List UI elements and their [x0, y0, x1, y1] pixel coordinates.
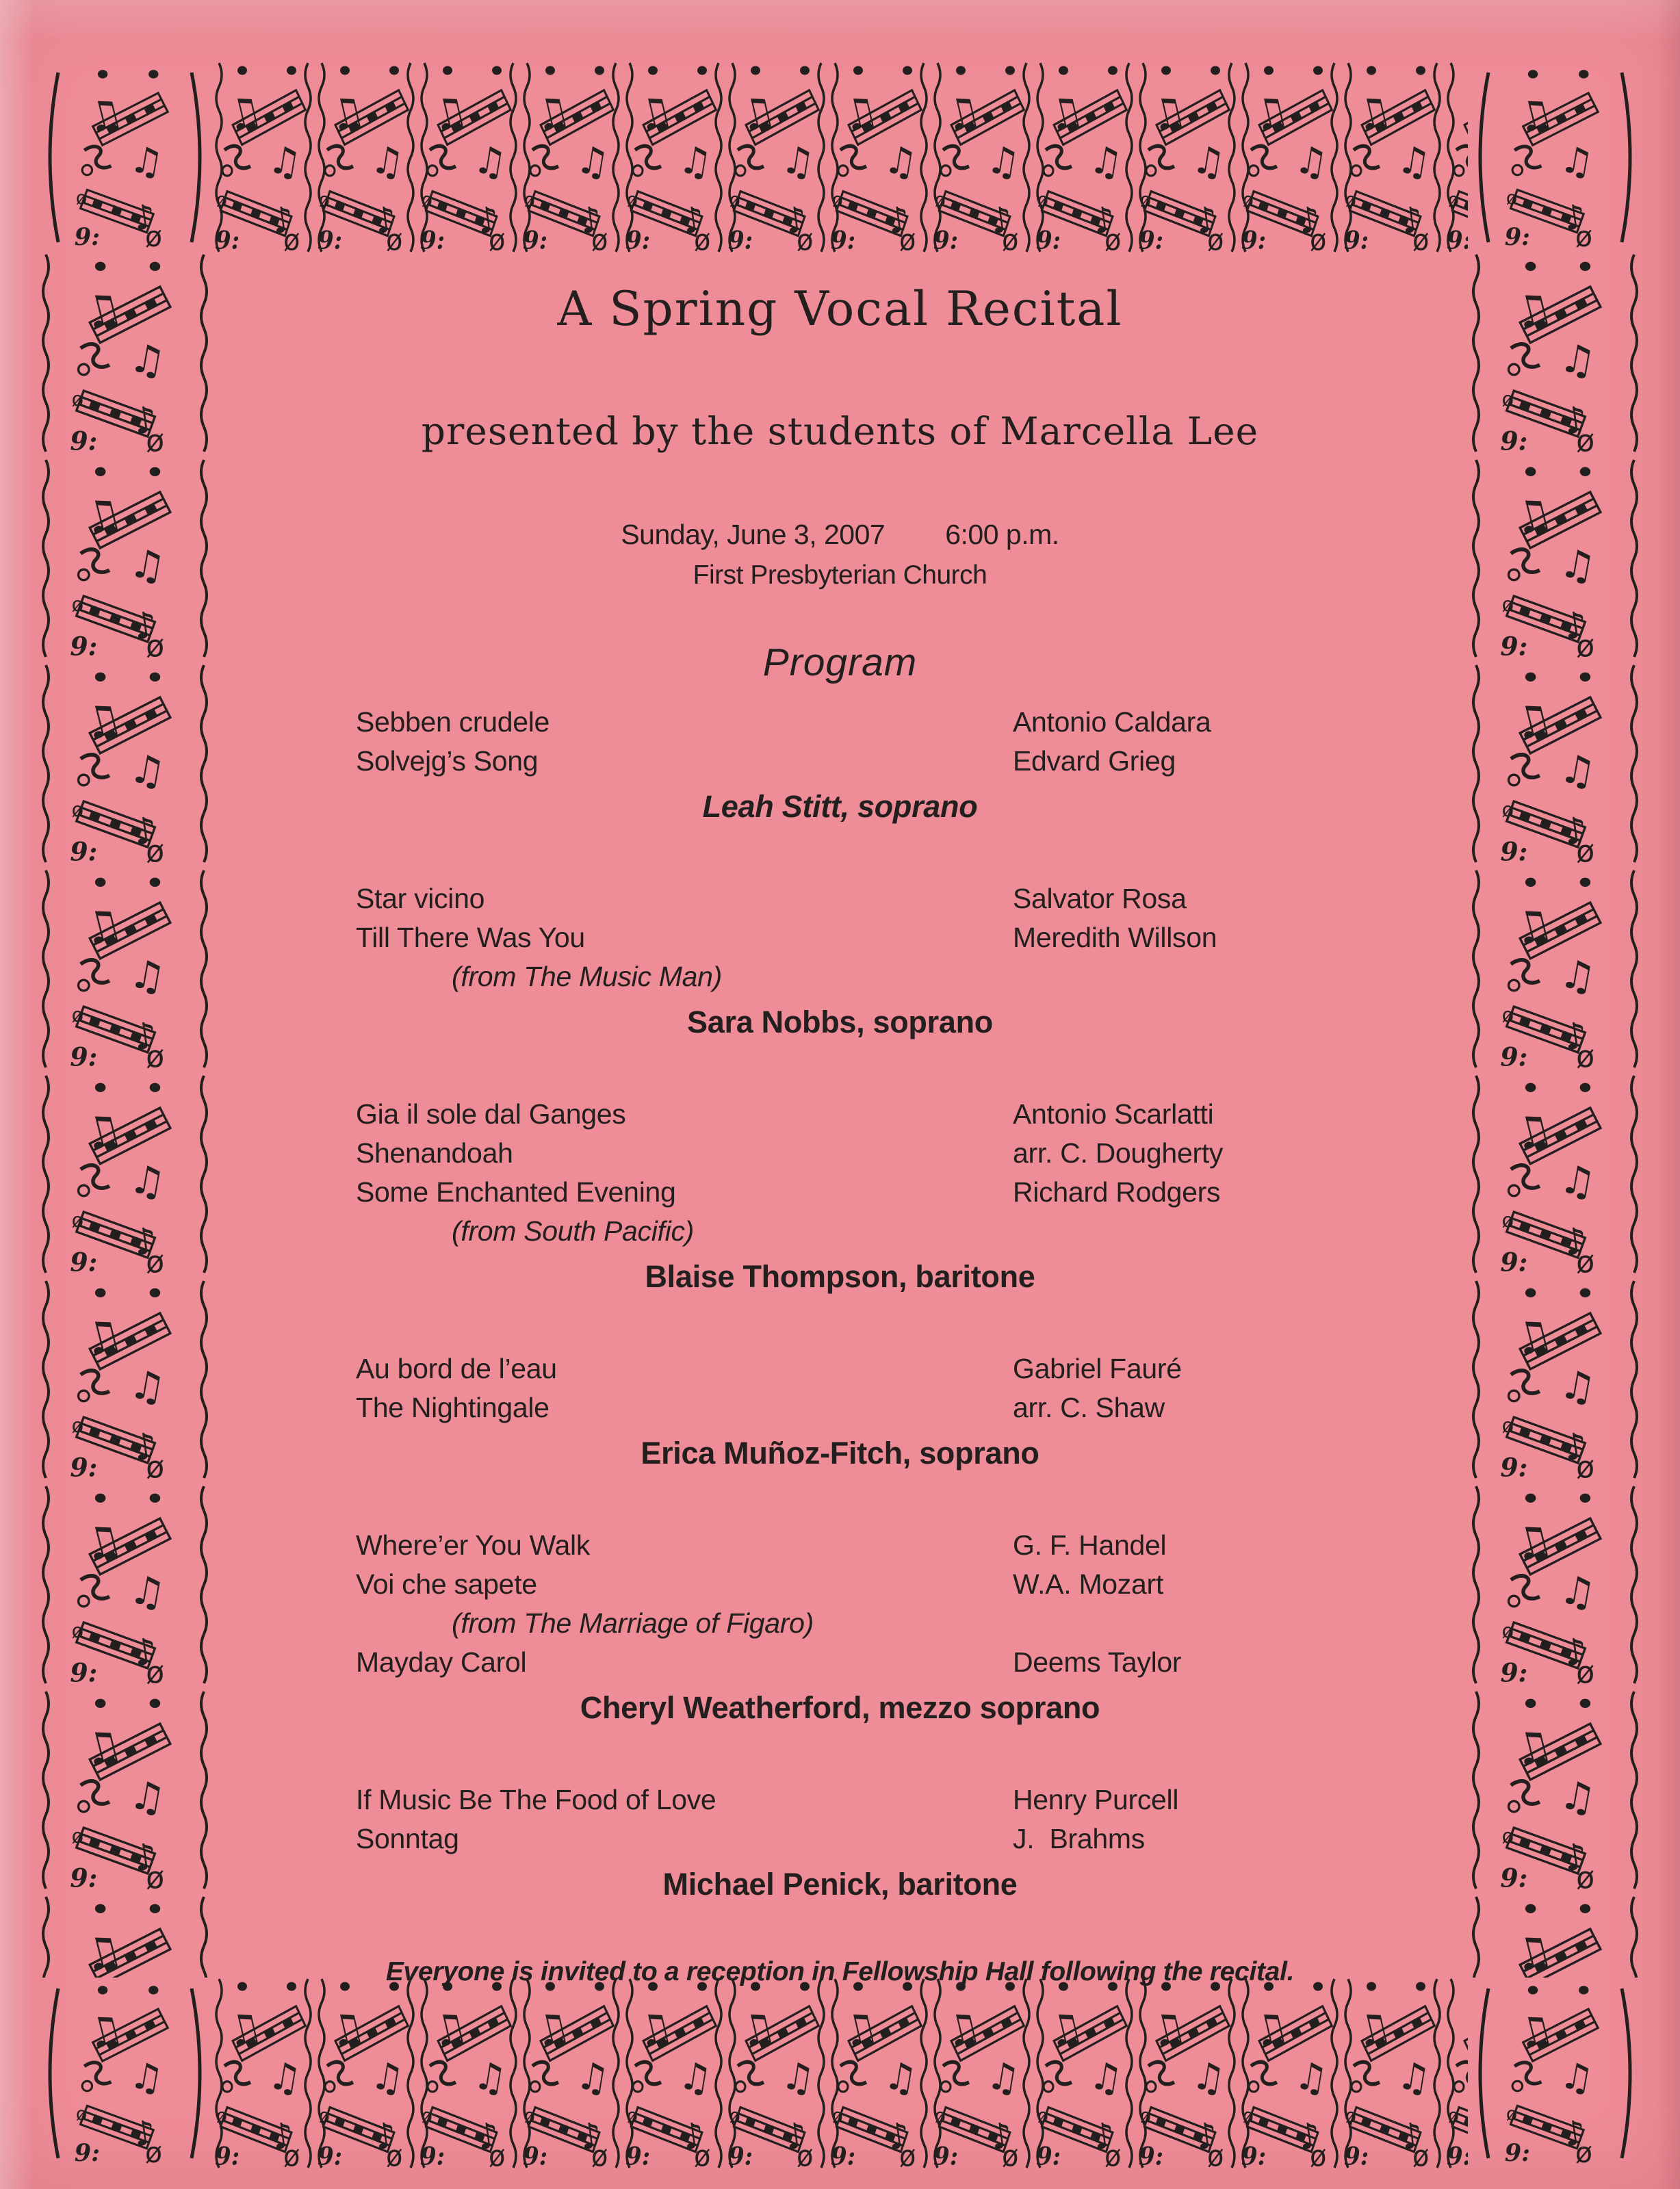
- music-note-tile: [1136, 1978, 1239, 2169]
- piece-title: If Music Be The Food of Love: [356, 1784, 716, 1815]
- piece-title: Shenandoah: [356, 1137, 513, 1169]
- piece-composer: Meredith Willson: [1013, 922, 1217, 953]
- piece-composer: arr. C. Shaw: [1013, 1392, 1165, 1423]
- music-note-tile: [1341, 1978, 1444, 2169]
- program-group: [356, 703, 1324, 826]
- music-note-tile: [1444, 1978, 1468, 2169]
- program-piece-row: [356, 1349, 1324, 1388]
- piece-composer: Gabriel Fauré: [1013, 1353, 1182, 1384]
- music-note-tile: [1468, 1280, 1642, 1485]
- event-venue: First Presbyterian Church: [693, 560, 987, 590]
- music-border-bottom: [212, 1978, 1468, 2169]
- piece-composer: Antonio Scarlatti: [1013, 1098, 1214, 1130]
- program-group: [356, 1780, 1324, 1904]
- piece-title: Where’er You Walk: [356, 1529, 591, 1561]
- piece-title: The Nightingale: [356, 1392, 550, 1423]
- music-note-tile: [1468, 1074, 1642, 1280]
- music-border-corner-top-left: [38, 62, 212, 253]
- music-note-tile: [212, 1978, 315, 2169]
- music-note-tile: [1033, 1978, 1136, 2169]
- music-note-tile: [520, 62, 623, 253]
- piece-title: Au bord de l’eau: [356, 1353, 557, 1384]
- program-heading: Program: [762, 640, 918, 684]
- program-content: [212, 253, 1468, 1986]
- music-border-corner-bottom-right: [1468, 1978, 1642, 2169]
- program-piece-row: [356, 1526, 1324, 1565]
- music-note-tile: [828, 62, 931, 253]
- reception-note: Everyone is invited to a reception in Fellowship Hall following the recital.: [385, 1957, 1295, 1986]
- music-border-corner-top-right: [1468, 62, 1642, 253]
- music-note-tile: [38, 1690, 212, 1895]
- piece-composer: arr. C. Dougherty: [1013, 1137, 1224, 1169]
- event-time: 6:00 p.m.: [945, 519, 1059, 550]
- music-note-tile: [1468, 253, 1642, 458]
- music-note-tile: [417, 1978, 520, 2169]
- piece-composer: J. Brahms: [1013, 1823, 1145, 1854]
- page-title: A Spring Vocal Recital: [557, 282, 1123, 337]
- performer-name: Erica Muñoz-Fitch, soprano: [641, 1436, 1039, 1471]
- music-note-tile: [1341, 62, 1444, 253]
- piece-title: Sonntag: [356, 1823, 459, 1854]
- music-note-tile: [38, 62, 212, 253]
- program-piece-row: [356, 1095, 1324, 1134]
- music-note-tile: [1468, 458, 1642, 664]
- music-note-tile: [38, 253, 212, 458]
- program-piece-row: [356, 742, 1324, 781]
- piece-composer: W.A. Mozart: [1013, 1568, 1163, 1600]
- performer-name: Michael Penick, baritone: [662, 1867, 1018, 1902]
- piece-composer: Deems Taylor: [1013, 1646, 1182, 1678]
- music-note-tile: [1468, 1485, 1642, 1690]
- piece-title: Mayday Carol: [356, 1646, 527, 1678]
- program-group: [356, 1349, 1324, 1473]
- program-group: [356, 1095, 1324, 1296]
- piece-title: Star vicino: [356, 883, 485, 914]
- music-note-tile: [725, 1978, 828, 2169]
- music-note-tile: [1136, 62, 1239, 253]
- music-note-tile: [931, 1978, 1033, 2169]
- music-note-tile: [1239, 62, 1341, 253]
- music-note-tile: [38, 1895, 212, 1978]
- piece-title: Some Enchanted Evening: [356, 1176, 676, 1208]
- music-note-tile: [1033, 62, 1136, 253]
- program-piece-row: [356, 1388, 1324, 1427]
- music-note-tile: [212, 62, 315, 253]
- piece-composer: Edvard Grieg: [1013, 745, 1176, 777]
- program-piece-row: [356, 1134, 1324, 1173]
- piece-title: Solvejg’s Song: [356, 745, 539, 777]
- program-group: [356, 879, 1324, 1041]
- music-note-tile: [315, 62, 417, 253]
- piece-composer: Salvator Rosa: [1013, 883, 1187, 914]
- music-note-tile: [1468, 62, 1642, 253]
- piece-from-line: (from South Pacific): [452, 1215, 694, 1247]
- program-piece-row: [356, 879, 1324, 918]
- event-date: Sunday, June 3, 2007: [621, 519, 886, 550]
- music-note-tile: [38, 1074, 212, 1280]
- piece-composer: G. F. Handel: [1013, 1529, 1167, 1561]
- music-border-top: [212, 62, 1468, 253]
- program-piece-row: [356, 1643, 1324, 1682]
- music-note-tile: [1468, 1895, 1642, 1978]
- program-list: [356, 703, 1324, 1904]
- music-note-tile: [38, 664, 212, 869]
- music-border-corner-bottom-left: [38, 1978, 212, 2169]
- music-border-left: [38, 253, 212, 1978]
- music-note-tile: [315, 1978, 417, 2169]
- music-note-tile: [1468, 869, 1642, 1074]
- piece-composer: Henry Purcell: [1013, 1784, 1179, 1815]
- music-note-tile: [623, 62, 725, 253]
- music-note-tile: [38, 1485, 212, 1690]
- piece-from-line: (from The Music Man): [452, 961, 722, 992]
- performer-name: Blaise Thompson, baritone: [645, 1259, 1035, 1294]
- piece-title: Gia il sole dal Ganges: [356, 1098, 626, 1130]
- performer-name: Cheryl Weatherford, mezzo soprano: [580, 1690, 1100, 1725]
- music-note-tile: [931, 62, 1033, 253]
- music-note-tile: [623, 1978, 725, 2169]
- piece-composer: Antonio Caldara: [1013, 706, 1211, 738]
- music-note-tile: [417, 62, 520, 253]
- piece-composer: Richard Rodgers: [1013, 1176, 1221, 1208]
- performer-name: Sara Nobbs, soprano: [687, 1005, 993, 1039]
- music-note-tile: [520, 1978, 623, 2169]
- program-piece-row: [356, 1819, 1324, 1858]
- music-note-tile: [38, 1978, 212, 2169]
- music-border-right: [1468, 253, 1642, 1978]
- music-note-tile: [38, 1280, 212, 1485]
- music-note-tile: [1468, 1690, 1642, 1895]
- music-note-tile: [1468, 664, 1642, 869]
- piece-from-line: (from The Marriage of Figaro): [452, 1607, 814, 1639]
- music-note-tile: [38, 869, 212, 1074]
- piece-title: Voi che sapete: [356, 1568, 537, 1600]
- program-piece-row: [356, 703, 1324, 742]
- program-piece-row: [356, 1173, 1324, 1212]
- music-note-tile: [38, 458, 212, 664]
- music-note-tile: [1444, 62, 1468, 253]
- subtitle: presented by the students of Marcella Lee: [421, 409, 1259, 453]
- music-note-tile: [1239, 1978, 1341, 2169]
- piece-title: Sebben crudele: [356, 706, 550, 738]
- performer-name: Leah Stitt, soprano: [702, 789, 978, 824]
- program-piece-row: [356, 918, 1324, 957]
- program-group: [356, 1526, 1324, 1727]
- program-piece-row: [356, 1780, 1324, 1819]
- program-piece-row: [356, 1565, 1324, 1604]
- piece-title: Till There Was You: [356, 922, 585, 953]
- music-note-tile: [828, 1978, 931, 2169]
- music-note-tile: [1468, 1978, 1642, 2169]
- music-note-tile: [725, 62, 828, 253]
- event-datetime: [356, 519, 1324, 551]
